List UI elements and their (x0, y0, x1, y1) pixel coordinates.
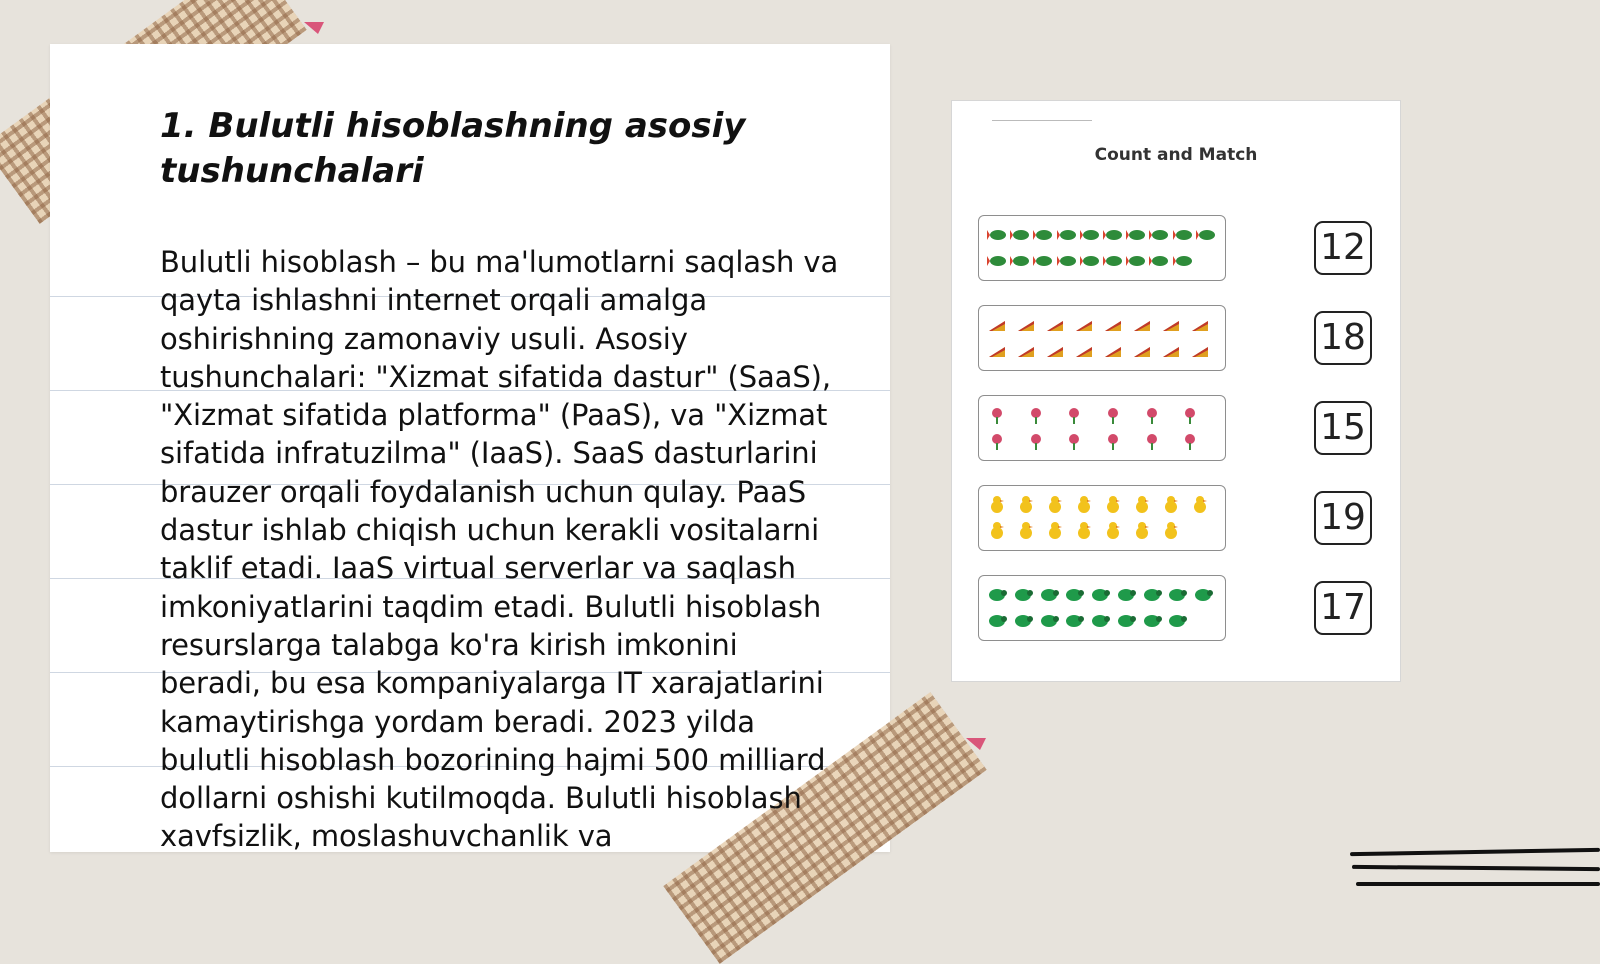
chick-icon (1161, 521, 1181, 541)
flower-icon (1180, 405, 1200, 425)
worksheet-row (978, 395, 1398, 465)
cake-slice-icon (1016, 341, 1036, 361)
count-number: 17 (1314, 581, 1372, 635)
flower-icon (987, 405, 1007, 425)
tape-pin-bottom (966, 738, 986, 750)
flower-icon (1103, 431, 1123, 451)
chick-icon (1132, 495, 1152, 515)
flower-icon (1103, 405, 1123, 425)
turtle-icon (1167, 611, 1187, 631)
chick-icon (987, 495, 1007, 515)
worksheet-name-line (992, 120, 1092, 121)
fish-icon (1103, 225, 1123, 245)
cake-slice-icon (1103, 315, 1123, 335)
flower-icon (1064, 405, 1084, 425)
cake-slice-icon (1132, 315, 1152, 335)
flower-icon (1142, 405, 1162, 425)
fish-icon (987, 251, 1007, 271)
cake-slice-icon (1016, 315, 1036, 335)
turtle-icon (1039, 585, 1059, 605)
cake-slice-icon (1074, 315, 1094, 335)
chick-icon (1016, 521, 1036, 541)
cake-slice-icon (1161, 315, 1181, 335)
count-number: 19 (1314, 491, 1372, 545)
worksheet-row (978, 305, 1398, 375)
turtle-icon (1013, 611, 1033, 631)
turtle-icon (1064, 611, 1084, 631)
flower-icon (1026, 405, 1046, 425)
count-number: 18 (1314, 311, 1372, 365)
turtle-icon (1142, 585, 1162, 605)
turtle-icon (1039, 611, 1059, 631)
picture-group-box (978, 395, 1226, 461)
fish-icon (1080, 251, 1100, 271)
cake-slice-icon (1190, 315, 1210, 335)
picture-group-box (978, 485, 1226, 551)
flower-icon (1180, 431, 1200, 451)
fish-icon (1057, 251, 1077, 271)
count-and-match-worksheet (951, 100, 1401, 682)
chick-icon (1103, 521, 1123, 541)
picture-group-box (978, 575, 1226, 641)
fish-icon (1196, 225, 1216, 245)
cake-slice-icon (1074, 341, 1094, 361)
turtle-icon (1064, 585, 1084, 605)
count-number: 15 (1314, 401, 1372, 455)
brush-stroke (1352, 865, 1600, 871)
chick-icon (1103, 495, 1123, 515)
chick-icon (1016, 495, 1036, 515)
turtle-icon (987, 585, 1007, 605)
worksheet-row (978, 215, 1398, 285)
turtle-icon (987, 611, 1007, 631)
fish-icon (1033, 251, 1053, 271)
cake-slice-icon (987, 315, 1007, 335)
chick-icon (1161, 495, 1181, 515)
flower-icon (1026, 431, 1046, 451)
fish-icon (1010, 225, 1030, 245)
fish-icon (1033, 225, 1053, 245)
tape-pin-top (304, 22, 324, 34)
fish-icon (1057, 225, 1077, 245)
fish-icon (1173, 251, 1193, 271)
chick-icon (1045, 495, 1065, 515)
flower-icon (987, 431, 1007, 451)
chick-icon (1132, 521, 1152, 541)
turtle-icon (1090, 611, 1110, 631)
fish-icon (1103, 251, 1123, 271)
chick-icon (987, 521, 1007, 541)
turtle-icon (1116, 585, 1136, 605)
turtle-icon (1167, 585, 1187, 605)
chick-icon (1074, 521, 1094, 541)
fish-icon (1126, 251, 1146, 271)
cake-slice-icon (1190, 341, 1210, 361)
turtle-icon (1090, 585, 1110, 605)
fish-icon (1126, 225, 1146, 245)
fish-icon (1149, 251, 1169, 271)
brush-stroke (1356, 882, 1600, 886)
chick-icon (1045, 521, 1065, 541)
slide-title: 1. Bulutli hisoblashning asosiy tushunchalari (160, 106, 746, 191)
fish-icon (987, 225, 1007, 245)
brush-stroke (1350, 848, 1600, 856)
fish-icon (1010, 251, 1030, 271)
cake-slice-icon (987, 341, 1007, 361)
cake-slice-icon (1103, 341, 1123, 361)
cake-slice-icon (1161, 341, 1181, 361)
turtle-icon (1193, 585, 1213, 605)
cake-slice-icon (1045, 341, 1065, 361)
cake-slice-icon (1132, 341, 1152, 361)
worksheet-row (978, 485, 1398, 555)
flower-icon (1142, 431, 1162, 451)
picture-group-box (978, 305, 1226, 371)
picture-group-box (978, 215, 1226, 281)
fish-icon (1173, 225, 1193, 245)
cake-slice-icon (1045, 315, 1065, 335)
chick-icon (1190, 495, 1210, 515)
count-number: 12 (1314, 221, 1372, 275)
fish-icon (1080, 225, 1100, 245)
turtle-icon (1116, 611, 1136, 631)
turtle-icon (1013, 585, 1033, 605)
slide-body-text: Bulutli hisoblash – bu ma'lumotlarni saqlash va qayta ishlashni internet orqali amalga oshirishning zamonaviy usuli. Asosiy tushunchalari: "Xizmat sifatida dastur" (SaaS), "Xizmat sifatida platforma" (PaaS), va "Xizmat sifatida infratuzilma" (IaaS). SaaS dasturlarini brauzer orqali foydalanish uchun qulay. PaaS dastur ishlab chiqish uchun kerakli vositalarni taklif etadi. IaaS virtual serverlar va saqlash imkoniyatlarini taqdim etadi. Bulutli hisoblash resurslarga talabga ko'ra kirish imkonini beradi, bu esa kompaniyalarga IT xarajatlarini kamaytirishga yordam beradi. 2023 yilda bulutli hisoblash bozorining hajmi 500 milliard dollarni oshishi kutilmoqda. Bulutli hisoblash xavfsizlik, moslashuvchanlik va (160, 245, 839, 854)
worksheet-title: Count and Match (1094, 145, 1258, 165)
fish-icon (1149, 225, 1169, 245)
chick-icon (1074, 495, 1094, 515)
turtle-icon (1142, 611, 1162, 631)
worksheet-row (978, 575, 1398, 645)
flower-icon (1064, 431, 1084, 451)
